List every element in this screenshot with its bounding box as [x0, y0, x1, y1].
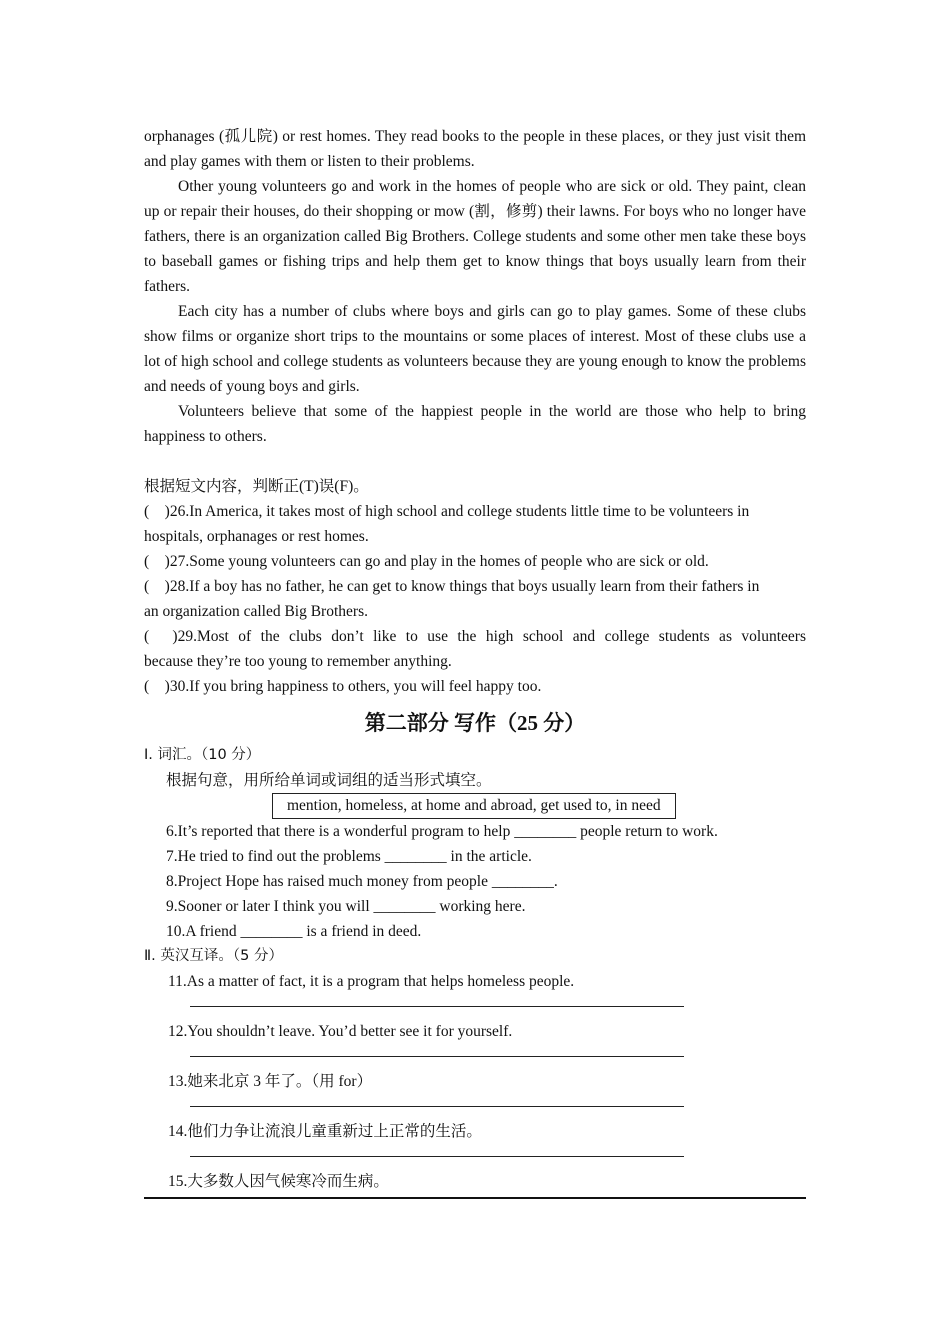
question-text: 28.If a boy has no father, he can get to know things that boys usually learn from their fathers in — [169, 578, 760, 595]
translate-item-11: 11.As a matter of fact, it is a program that helps homeless people. — [168, 973, 575, 990]
answer-line[interactable] — [190, 1094, 684, 1107]
answer-blank[interactable]: ( ) — [144, 553, 170, 570]
question-text-cont: an organization called Big Brothers. — [144, 603, 368, 620]
vocab-instruction: 根据句意，用所给单词或词组的适当形式填空。 — [166, 772, 492, 789]
answer-line[interactable] — [190, 994, 684, 1007]
answer-blank[interactable]: ( ) — [144, 578, 170, 595]
answer-blank[interactable]: ( ) — [144, 628, 178, 645]
answer-blank[interactable]: ( ) — [144, 503, 170, 520]
answer-blank[interactable]: ( ) — [144, 678, 170, 695]
translate-item-12: 12.You shouldn’t leave. You’d better see it for yourself. — [168, 1023, 513, 1040]
page-bottom-rule — [144, 1197, 806, 1199]
question-text: 30.If you bring happiness to others, you will feel happy too. — [169, 678, 542, 695]
translate-item-14: 14.他们力争让流浪儿童重新过上正常的生活。 — [168, 1123, 482, 1140]
tf-question-28 — [144, 574, 806, 624]
passage-paragraph-1: orphanages (孤儿院) or rest homes. They read books to the people in these places, or they just visit them and play games with them or listen to their problems. — [144, 128, 806, 170]
vocab-item-10: 10.A friend ________ is a friend in deed. — [166, 923, 422, 940]
tf-question-27 — [144, 549, 806, 574]
word-bank-box: mention, homeless, at home and abroad, get used to, in need — [272, 793, 676, 819]
tf-question-26 — [144, 499, 806, 549]
vocab-item-8: 8.Project Hope has raised much money from people ________. — [166, 873, 558, 890]
section-title: 第二部分 写作（25 分） — [364, 711, 586, 735]
question-text-cont: hospitals, orphanages or rest homes. — [144, 528, 369, 545]
translate-heading: Ⅱ. 英汉互译。（5 分） — [144, 948, 283, 964]
answer-line[interactable] — [190, 1044, 684, 1057]
passage-paragraph-3: Each city has a number of clubs where boys and girls can go to play games. Some of these clubs show films or organize short trips to the mountains or some places of interest. Most of these clubs use a lot of high school and college students as volunteers because they are young enough to know the problems and needs of young boys and girls. — [144, 303, 806, 395]
worksheet-page — [144, 124, 806, 1194]
tf-instruction: 根据短文内容，判断正(T)误(F)。 — [144, 478, 369, 495]
vocab-item-9: 9.Sooner or later I think you will ________ working here. — [166, 898, 526, 915]
question-text: 29.Most of the clubs don’t like to use the high school and college students as volunteers — [177, 628, 806, 645]
vocab-heading: Ⅰ. 词汇。（10 分） — [144, 747, 261, 763]
vocab-item-6: 6.It’s reported that there is a wonderful program to help ________ people return to work. — [166, 823, 718, 840]
translate-item-13: 13.她来北京 3 年了。（用 for） — [168, 1073, 373, 1090]
tf-question-30 — [144, 674, 806, 699]
answer-line[interactable] — [190, 1144, 684, 1157]
question-text-cont: because they’re too young to remember anything. — [144, 653, 452, 670]
passage-paragraph-4: Volunteers believe that some of the happiest people in the world are those who help to bring happiness to others. — [144, 403, 806, 445]
question-text: 27.Some young volunteers can go and play in the homes of people who are sick or old. — [169, 553, 709, 570]
question-text: 26.In America, it takes most of high school and college students little time to be volunteers in — [169, 503, 750, 520]
tf-question-29 — [144, 624, 806, 674]
translate-item-15: 15.大多数人因气候寒冷而生病。 — [168, 1173, 389, 1190]
passage-paragraph-2: Other young volunteers go and work in the homes of people who are sick or old. They paint, clean up or repair their houses, do their shopping or mow (割，修剪) their lawns. For boys who no longer have fathers, there is an organization called Big Brothers. College students and some other men take these boys to baseball games or fishing trips and help them get to know things that boys usually learn from their fathers. — [144, 178, 806, 295]
vocab-item-7: 7.He tried to find out the problems ________ in the article. — [166, 848, 532, 865]
